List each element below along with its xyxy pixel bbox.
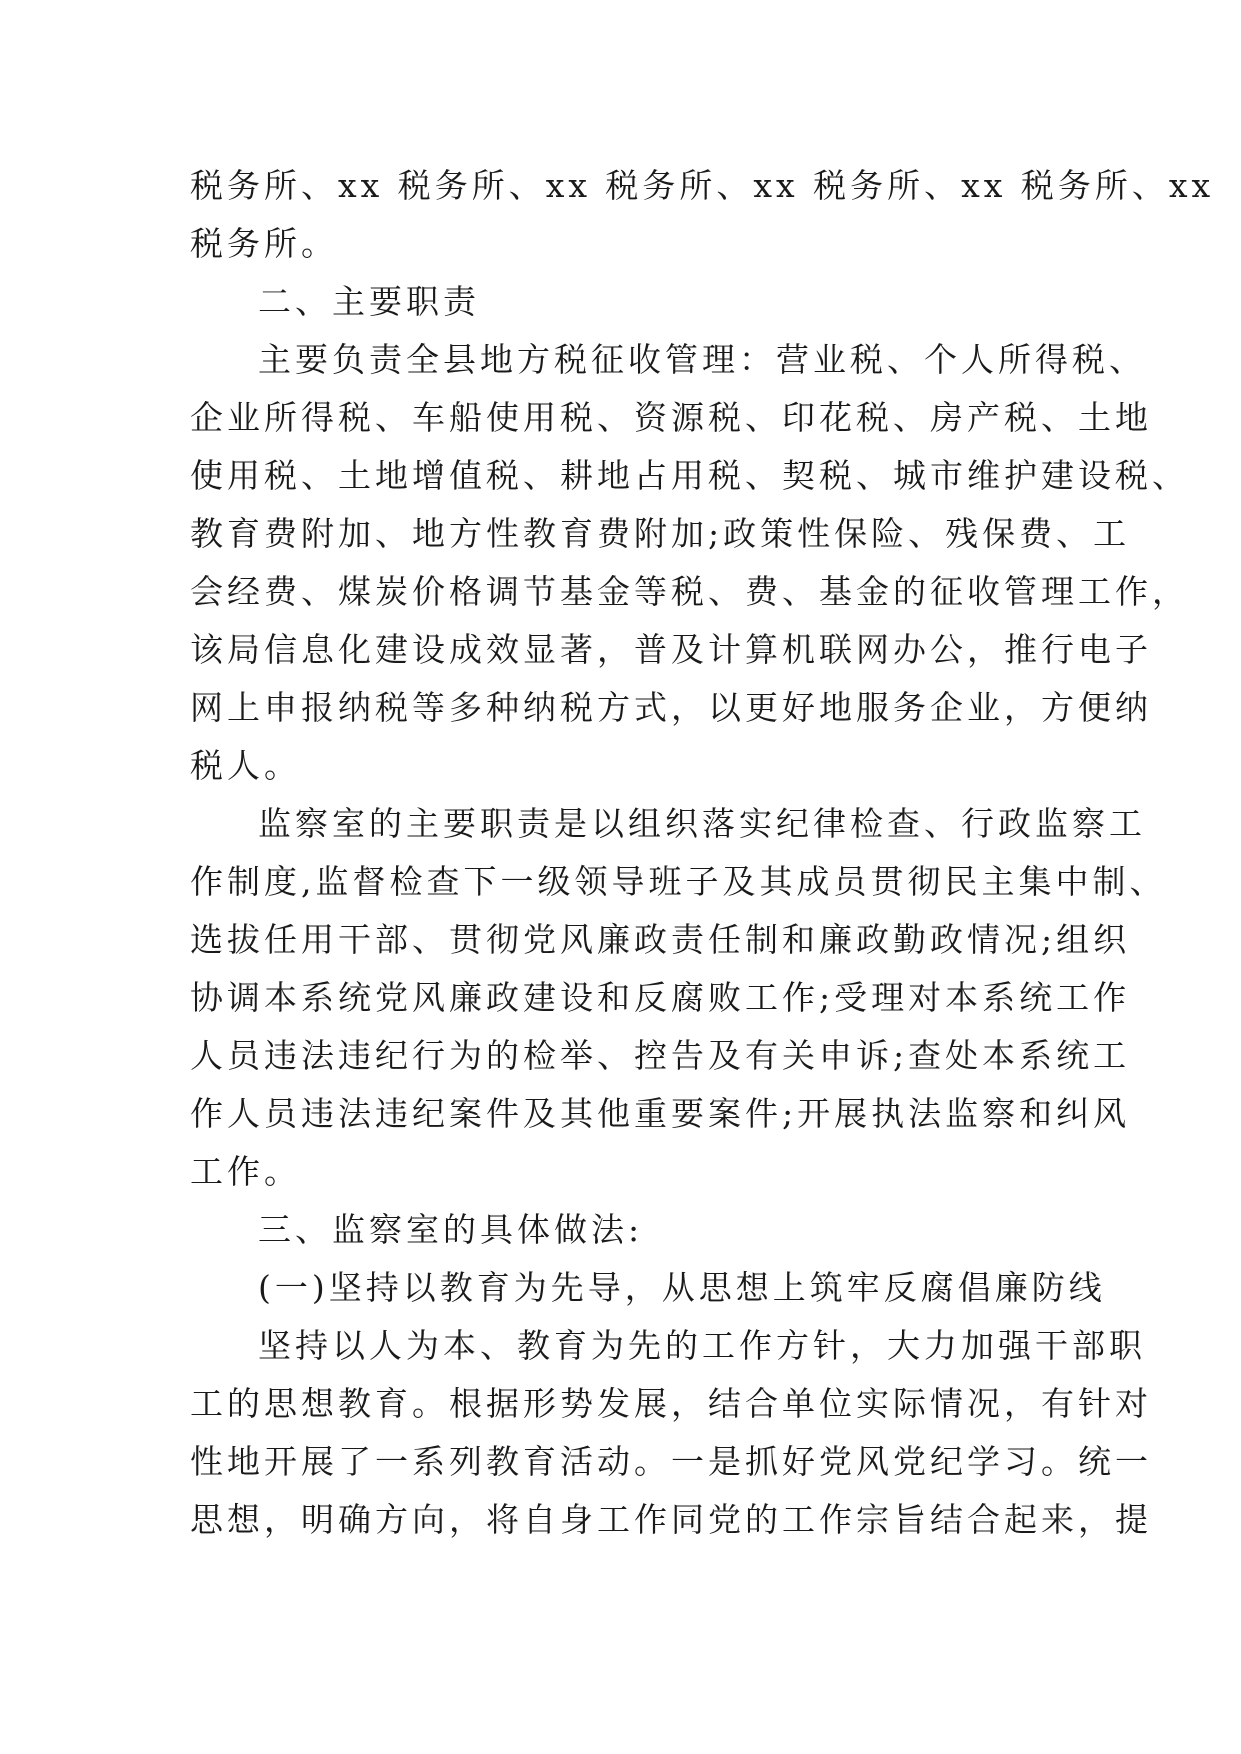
text-line: 选拔任用干部、贯彻党风廉政责任制和廉政勤政情况;组织 (190, 920, 1131, 959)
text-line: (一)坚持以教育为先导，从思想上筑牢反腐倡廉防线 (258, 1268, 1106, 1307)
text-line: 工的思想教育。根据形势发展，结合单位实际情况，有针对 (190, 1384, 1152, 1423)
text-line: 教育费附加、地方性教育费附加;政策性保险、残保费、工 (190, 514, 1131, 553)
text-line: 人员违法违纪行为的检举、控告及有关申诉;查处本系统工 (190, 1036, 1131, 1075)
text-line: 监察室的主要职责是以组织落实纪律检查、行政监察工 (258, 804, 1146, 843)
text-line: 企业所得税、车船使用税、资源税、印花税、房产税、土地 (190, 398, 1152, 437)
text-line: 主要负责全县地方税征收管理：营业税、个人所得税、 (258, 340, 1146, 379)
text-line: 作制度,监督检查下一级领导班子及其成员贯彻民主集中制、 (190, 862, 1167, 901)
text-line: 性地开展了一系列教育活动。一是抓好党风党纪学习。统一 (190, 1442, 1152, 1481)
text-line: 税务所。 (190, 224, 338, 263)
text-line: 税人。 (190, 746, 301, 785)
text-line: 三、监察室的具体做法: (258, 1210, 644, 1249)
text-line: 该局信息化建设成效显著，普及计算机联网办公，推行电子 (190, 630, 1152, 669)
text-line: 思想，明确方向，将自身工作同党的工作宗旨结合起来，提 (190, 1500, 1152, 1539)
text-line: 会经费、煤炭价格调节基金等税、费、基金的征收管理工作， (190, 572, 1189, 611)
text-line: 使用税、土地增值税、耕地占用税、契税、城市维护建设税、 (190, 456, 1189, 495)
text-line: 作人员违法违纪案件及其他重要案件;开展执法监察和纠风 (190, 1094, 1131, 1133)
text-line: 坚持以人为本、教育为先的工作方针，大力加强干部职 (258, 1326, 1146, 1365)
text-line: 税务所、xx 税务所、xx 税务所、xx 税务所、xx 税务所、xx (190, 166, 1215, 205)
document-body (190, 157, 1215, 1549)
text-line: 协调本系统党风廉政建设和反腐败工作;受理对本系统工作 (190, 978, 1131, 1017)
text-line: 网上申报纳税等多种纳税方式，以更好地服务企业，方便纳 (190, 688, 1152, 727)
text-line: 二、主要职责 (258, 282, 480, 321)
text-line: 工作。 (190, 1152, 301, 1191)
